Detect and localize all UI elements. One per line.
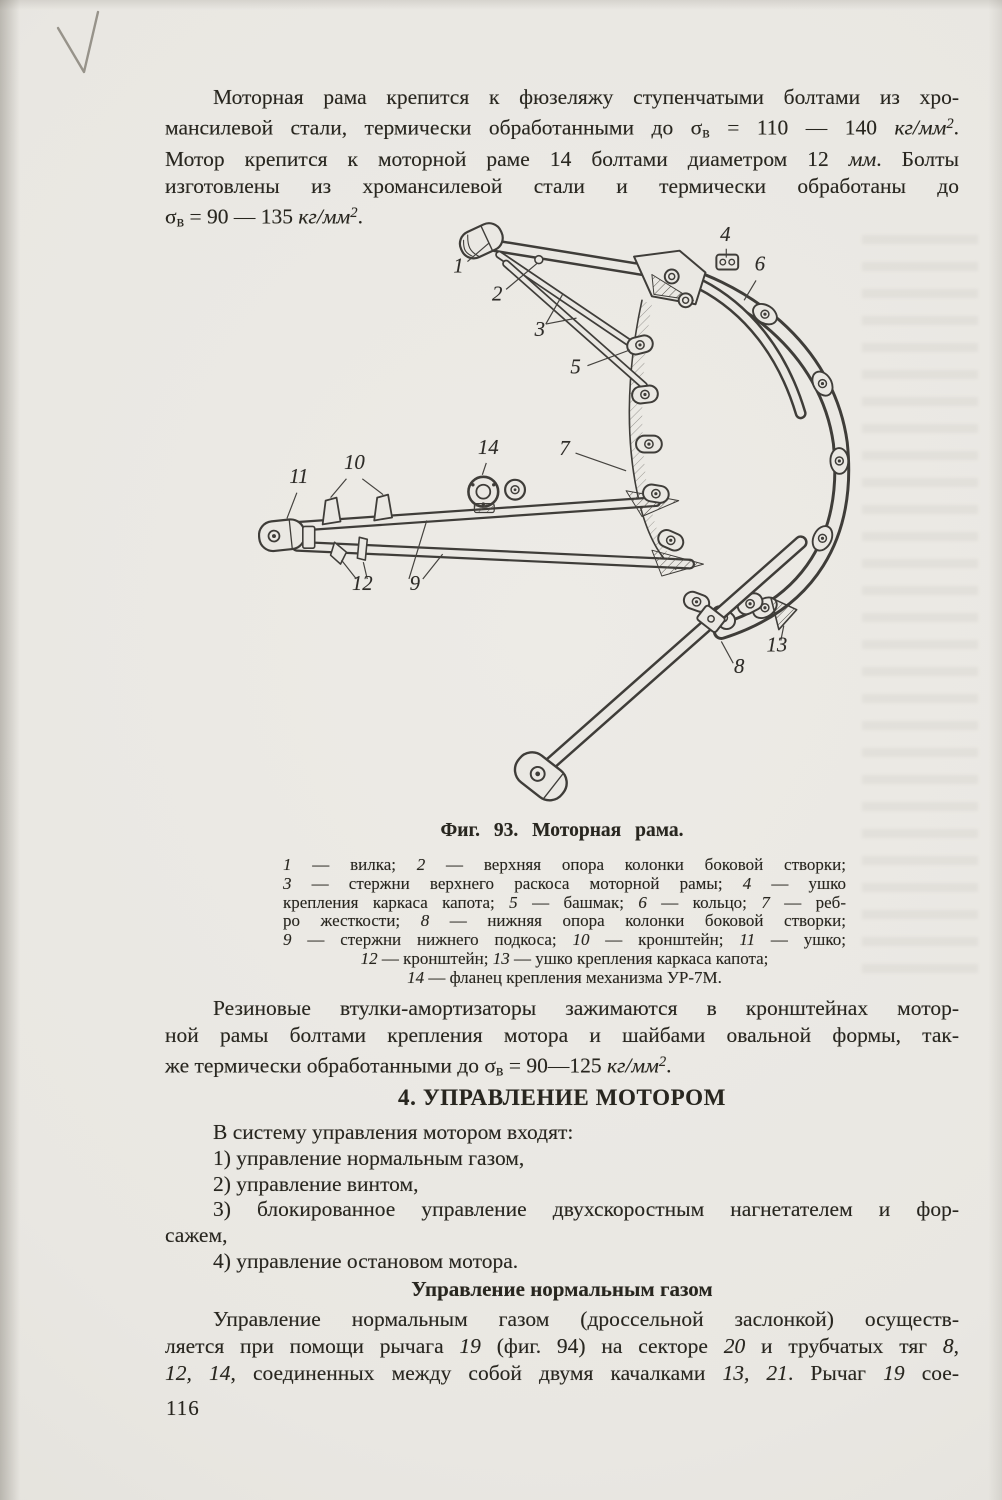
text-line: ро жесткости; 8 — нижняя опора колонки боковой створки;: [283, 911, 846, 931]
text-line: Мотор крепится к моторной раме 14 болтами диаметром 12 мм. Болты: [165, 147, 959, 172]
text-line: 4) управление остановом мотора.: [213, 1248, 519, 1273]
figure-callout-13: 13: [766, 632, 788, 657]
figure-callout-1: 1: [453, 253, 464, 278]
text-line: 1) управление нормальным газом,: [213, 1145, 525, 1170]
callout-leader-line: [721, 641, 733, 663]
engine-control-list: [165, 1120, 959, 1275]
figure-callout-3: 3: [534, 316, 546, 341]
text-line: мансилевой стали, термически обработанными до σв = 110 — 140 $кг/мм^2$.: [165, 115, 959, 142]
figure-callout-9: 9: [409, 570, 421, 595]
lower-diagonal-tube: [543, 542, 801, 770]
upper-support-fitting: [535, 256, 543, 264]
section-heading: 4. УПРАВЛЕНИЕ МОТОРОМ: [398, 1085, 726, 1110]
text-line: 2) управление винтом,: [213, 1171, 419, 1196]
text-line: Управление нормальным газом (дроссельной заслонкой) осуществ-: [213, 1307, 959, 1331]
callout-leader-line: [423, 554, 443, 579]
figure-caption: Фиг. 93. Моторная рама.: [440, 820, 684, 841]
figure-callout-14: 14: [477, 435, 499, 460]
fork-collar: [303, 526, 315, 548]
text-line: же термически обработанными до σв = 90—125 $кг/мм^2$.: [165, 1053, 672, 1080]
text-line: 12, 14, соединенных между собой двумя качалками 13, 21. Рычаг 19 сое-: [165, 1361, 959, 1385]
paragraph-throttle-control: [165, 1306, 959, 1387]
callout-leader-line: [362, 479, 383, 495]
figure-callout-4: 4: [720, 221, 731, 246]
figure-callout-11: 11: [289, 463, 309, 488]
text-line: ляется при помощи рычага 19 (фиг. 94) на секторе 20 и трубчатых тяг 8,: [165, 1334, 959, 1358]
figure-callout-8: 8: [733, 654, 745, 679]
cowl-lug-top: [716, 255, 738, 270]
page-number: 116: [166, 1396, 200, 1420]
callout-leader-line: [287, 493, 297, 519]
text-line: 12 — кронштейн; 13 — ушко крепления каркаса капота;: [360, 948, 769, 968]
motor-frame-drawing: [175, 215, 865, 815]
text-line: крепления каркаса капота; 5 — башмак; 6 — кольцо; 7 — реб-: [283, 892, 846, 912]
text-line: σв = 90 — 135 $кг/мм^2$.: [165, 205, 363, 231]
figure-callout-10: 10: [343, 449, 365, 474]
subsection-heading: Управление нормальным газом: [411, 1277, 713, 1301]
text-line: Моторная рама крепится к фюзеляжу ступенчатыми болтами из хро-: [213, 85, 959, 109]
paragraph-frame-mounting: [165, 84, 959, 236]
figure-legend: [283, 856, 846, 988]
text-line: ной рамы болтами крепления мотора и шайбами овальной формы, так-: [165, 1023, 959, 1047]
text-line: сажем,: [165, 1223, 228, 1248]
figure-callout-7: 7: [559, 436, 570, 460]
callout-leader-line: [576, 453, 627, 471]
shoe-fitting: [634, 251, 705, 308]
text-line: 14 — фланец крепления механизма УР-7М.: [407, 967, 722, 987]
page-left-edge-shadow: [0, 0, 20, 1500]
figure-callout-12: 12: [351, 570, 373, 595]
page-right-edge-shadow: [988, 0, 1002, 1500]
page-top-edge-shadow: [0, 0, 1002, 10]
text-line: 1 — вилка; 2 — верхняя опора колонки боковой створки;: [283, 855, 846, 874]
callout-leader-line: [482, 463, 486, 475]
fork-fitting-left: [258, 518, 306, 552]
text-line: Резиновые втулки-амортизаторы зажимаются в кронштейнах мотор-: [213, 996, 959, 1020]
print-bleed-through: [862, 235, 978, 975]
paragraph-shock-bushings: [165, 995, 959, 1084]
figure-callout-2: 2: [491, 281, 503, 306]
pencil-check-icon: [40, 2, 135, 87]
callout-leader-line: [331, 479, 347, 498]
text-line: 3) блокированное управление двухскоростным нагнетателем и фор-: [213, 1197, 959, 1222]
lower-strut: [297, 491, 704, 576]
text-line: 9 — стержни нижнего подкоса; 10 — кронштейн; 11 — ушко;: [283, 930, 846, 950]
figure-callout-6: 6: [754, 251, 766, 276]
text-line: изготовлены из хромансилевой стали и термически обработаны до: [165, 174, 959, 199]
text-line: В систему управления мотором входят:: [213, 1120, 574, 1144]
figure-callout-5: 5: [570, 354, 581, 379]
text-line: 3 — стержни верхнего раскоса моторной рамы; 4 — ушко: [283, 873, 846, 893]
